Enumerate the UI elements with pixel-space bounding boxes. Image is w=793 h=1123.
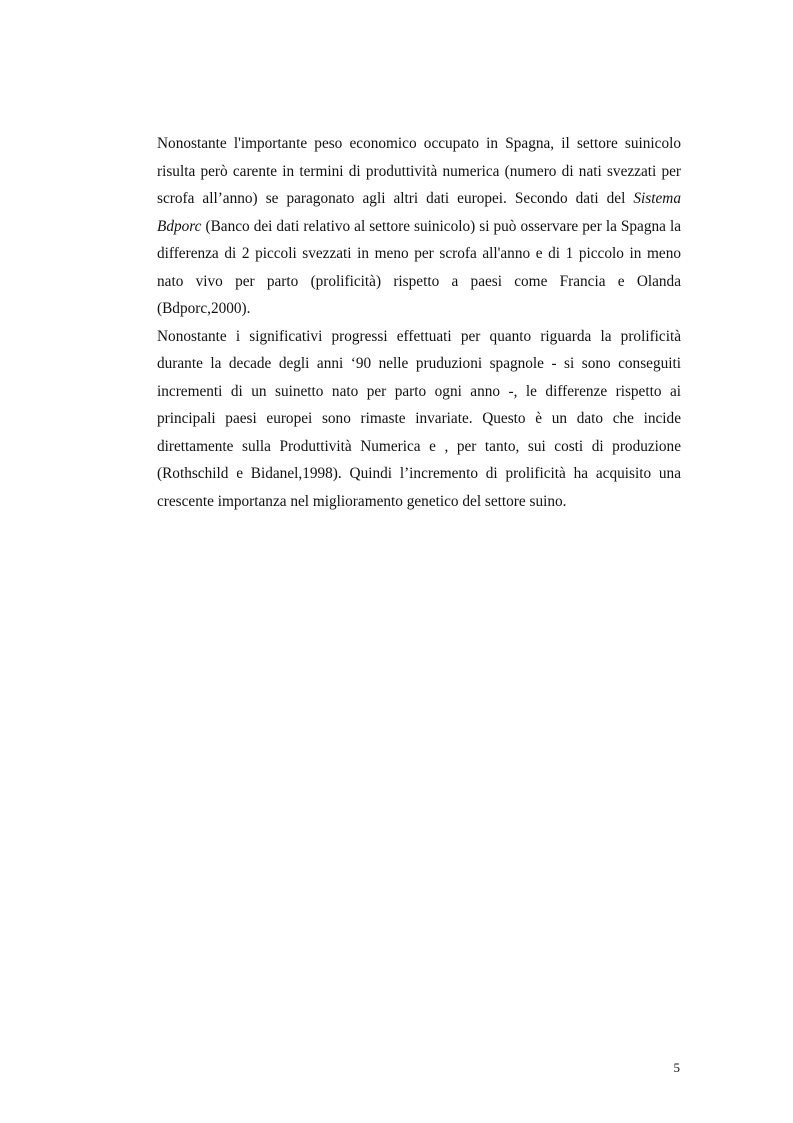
paragraph-1-text-end: (Banco dei dati relativo al settore suinicolo) si può osservare per la Spagna la differenza di 2 piccoli svezzati in meno per scrofa all'anno e di 1 piccolo in meno nato vivo per parto (prolificità) rispetto a paesi come Francia e Olanda (Bdporc,2000). <box>157 217 681 317</box>
paragraph-1 <box>157 130 681 323</box>
body-text <box>157 130 681 515</box>
paragraph-1-emphasis: Sistema Bdporc <box>157 190 681 235</box>
paragraph-2: Nonostante i significativi progressi effettuati per quanto riguarda la prolificità durante la decade degli anni ‘90 nelle pruduzioni spagnole - si sono conseguiti incrementi di un suinetto nato per parto ogni anno -, le differenze rispetto ai principali paesi europei sono rimaste invariate. Questo è un dato che incide direttamente sulla Produttività Numerica e , per tanto, sui costi di produzione (Rothschild e Bidanel,1998). Quindi l’incremento di prolificità ha acquisito una crescente importanza nel miglioramento genetico del settore suino. <box>157 327 681 510</box>
paragraph-1-text-start: Nonostante l'importante peso economico occupato in Spagna, il settore suinicolo risulta però carente in termini di produttività numerica (numero di nati svezzati per scrofa all’anno) se paragonato agli altri dati europei. Secondo dati del <box>157 135 681 207</box>
page-number: 5 <box>673 1060 680 1075</box>
